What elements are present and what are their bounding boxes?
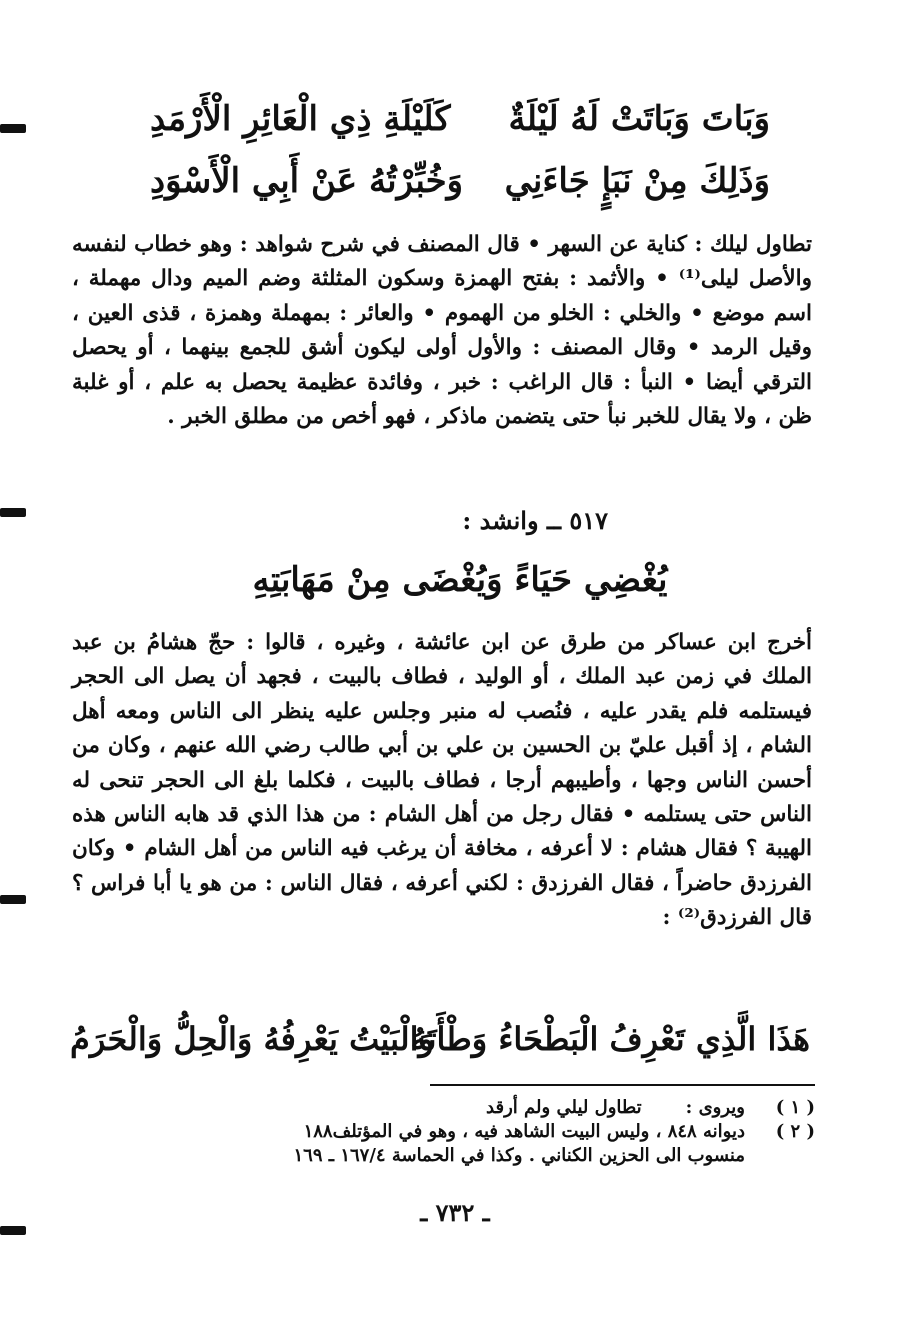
footnote-number: ( ٢ ) <box>775 1121 815 1142</box>
scan-edge-mark <box>0 124 26 133</box>
footnote-label: ويروى : <box>685 1097 745 1118</box>
section-heading: ٥١٧ ــ وانشد : <box>462 506 608 535</box>
footnote-divider <box>430 1084 815 1086</box>
footnote-number: ( ١ ) <box>775 1097 815 1118</box>
footnote-1 <box>75 1096 815 1120</box>
verse-hemistich-second: وَخُبِّرْتُهُ عَنْ أَبِي الْأَسْوَدِ <box>150 161 464 201</box>
verse-2: يُغْضِي حَيَاءً وَيُغْضَى مِنْ مَهَابَتِهِ <box>252 560 668 600</box>
footnotes <box>75 1096 815 1168</box>
footnote-text: ديوانه ٨٤٨ ، وليس البيت الشاهد فيه ، وهو في المؤتلف١٨٨ <box>303 1121 745 1142</box>
commentary-paragraph-1: تطاول ليلك : كناية عن السهر • قال المصنف في شرح شواهد : وهو خطاب لنفسه والأصل ليلى⁽¹⁾ • والأثمد : بفتح الهمزة وسكون المثلثة وضم الميم ودال مهملة ، اسم موضع • والخلي : الخلو من الهموم • والعائر : بمهملة وهمزة ، قذى العين ، وقيل الرمد • وقال المصنف : والأول أولى ليكون أشق للجمع بينهما ، أو يحصل الترقي أيضا • النبأ : قال الراغب : خبر ، وفائدة عظيمة يحصل به علم ، أو غلبة ظن ، ولا يقال للخبر نبأ حتى يتضمن ماذكر ، فهو أخص من مطلق الخبر . <box>72 232 812 430</box>
page-number: ـ ٧٣٢ ـ <box>420 1198 490 1227</box>
verse-3 <box>70 1014 810 1064</box>
footnote-2 <box>75 1120 815 1144</box>
verse-hemistich-first: وَبَاتَ وَبَاتَتْ لَهُ لَيْلَةٌ <box>508 99 770 139</box>
verse-hemistich-second: كَلَيْلَةِ ذِي الْعَائِرِ الْأَرْمَدِ <box>150 99 451 139</box>
verse-hemistich-first: هَذَا الَّذِي تَعْرِفُ الْبَطْحَاءُ وَطْأَتَهُ <box>410 1020 810 1058</box>
scan-edge-mark <box>0 1226 26 1235</box>
footnote-text <box>75 1096 745 1120</box>
footnote-2-continuation: منسوب الى الحزين الكناني . وكذا في الحماسة ١٦٧/٤ ـ ١٦٩ <box>293 1145 745 1166</box>
verse-1-line-1 <box>150 94 770 144</box>
verse-hemistich-second: وَالْبَيْتُ يَعْرِفُهُ وَالْحِلُّ وَالْحَرَمُ <box>70 1020 434 1058</box>
scan-edge-mark <box>0 508 26 517</box>
verse-1-line-2 <box>150 156 770 206</box>
scan-edge-mark <box>0 895 26 904</box>
verse-hemistich-first: وَذَلِكَ مِنْ نَبَإٍ جَاءَنِي <box>504 161 770 201</box>
commentary-paragraph-2: أخرج ابن عساكر من طرق عن ابن عائشة ، وغيره ، قالوا : حجّ هشامُ بن عبد الملك في زمن عبد الملك ، أو الوليد ، فطاف بالبيت ، فجهد أن يصل الى الحجر فيستلمه فلم يقدر عليه ، فنُصب له منبر وجلس عليه ينظر الى الناس ومعه أهل الشام ، إذ أقبل عليّ بن الحسين بن علي بن أبي طالب رضي الله عنهم ، وكان من أحسن الناس وجها ، وأطيبهم أرجا ، فطاف بالبيت ، فكلما بلغ الى الحجر تنحى له الناس حتى يستلمه • فقال رجل من أهل الشام : من هذا الذي قد هابه الناس هذه الهيبة ؟ فقال هشام : لا أعرفه ، مخافة أن يرغب فيه الناس من أهل الشام • وكان الفرزدق حاضراً ، فقال الفرزدق : لكني أعرفه ، فقال الناس : من هو يا أبا فراس ؟ قال الفرزدق⁽²⁾ : <box>72 630 812 931</box>
footnote-variant-text: تطاول ليلي ولم أرقد <box>486 1097 642 1118</box>
